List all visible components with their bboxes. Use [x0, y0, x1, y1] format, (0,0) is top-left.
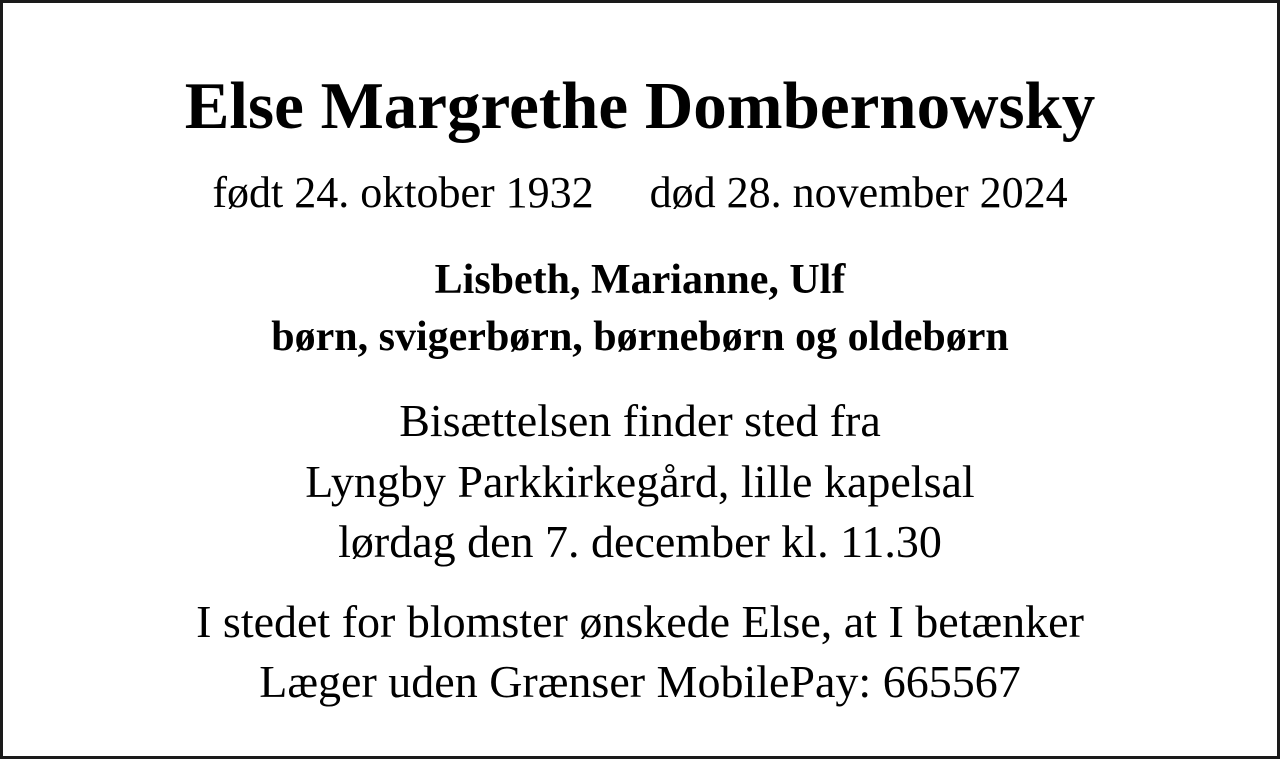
family-names: Lisbeth, Marianne, Ulf: [434, 257, 846, 303]
death-date: død 28. november 2024: [649, 168, 1068, 217]
service-location: Lyngby Parkkirkegård, lille kapelsal: [305, 456, 975, 507]
donation-wish: I stedet for blomster ønskede Else, at I betænker: [196, 596, 1084, 647]
deceased-name: Else Margrethe Dombernowsky: [184, 69, 1096, 143]
life-dates: [3, 168, 1277, 217]
birth-date: født 24. oktober 1932: [212, 168, 594, 217]
service-intro: Bisættelsen finder sted fra: [399, 395, 881, 446]
family-relations: børn, svigerbørn, børnebørn og oldebørn: [271, 314, 1009, 360]
service-time: lørdag den 7. december kl. 11.30: [338, 516, 942, 567]
donation-details: Læger uden Grænser MobilePay: 665567: [259, 656, 1021, 707]
